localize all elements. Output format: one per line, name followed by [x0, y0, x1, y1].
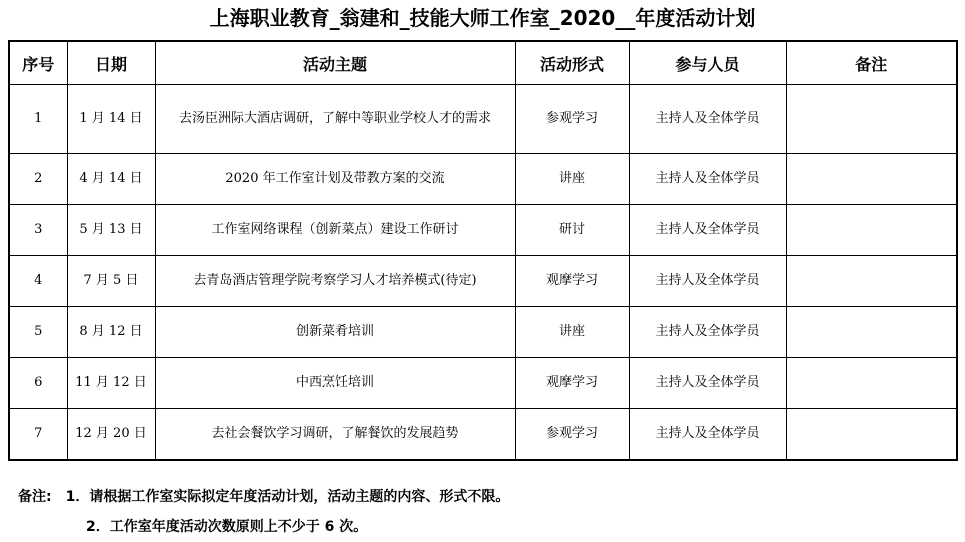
notes-section	[18, 482, 509, 542]
cell-form: 观摩学习	[515, 256, 629, 307]
cell-theme: 2020 年工作室计划及带教方案的交流	[155, 154, 515, 205]
cell-participants: 主持人及全体学员	[629, 409, 786, 461]
cell-remarks	[786, 358, 957, 409]
note-item-2: 2．工作室年度活动次数原则上不少于 6 次。	[86, 519, 368, 535]
cell-form: 讲座	[515, 154, 629, 205]
cell-index: 1	[9, 85, 67, 154]
table-header-row	[9, 41, 957, 85]
table-row	[9, 154, 957, 205]
table-row	[9, 85, 957, 154]
cell-theme: 去青岛酒店管理学院考察学习人才培养模式(待定)	[155, 256, 515, 307]
header-theme: 活动主题	[155, 41, 515, 85]
cell-form: 参观学习	[515, 409, 629, 461]
cell-participants: 主持人及全体学员	[629, 358, 786, 409]
cell-date: 12 月 20 日	[67, 409, 155, 461]
table-row	[9, 256, 957, 307]
header-form: 活动形式	[515, 41, 629, 85]
cell-participants: 主持人及全体学员	[629, 154, 786, 205]
note-item-1: 1．请根据工作室实际拟定年度活动计划，活动主题的内容、形式不限。	[65, 489, 510, 505]
notes-label: 备注:	[18, 489, 52, 505]
cell-form: 观摩学习	[515, 358, 629, 409]
cell-participants: 主持人及全体学员	[629, 85, 786, 154]
header-participants: 参与人员	[629, 41, 786, 85]
cell-date: 5 月 13 日	[67, 205, 155, 256]
cell-date: 8 月 12 日	[67, 307, 155, 358]
cell-index: 5	[9, 307, 67, 358]
header-date: 日期	[67, 41, 155, 85]
cell-date: 11 月 12 日	[67, 358, 155, 409]
cell-date: 7 月 5 日	[67, 256, 155, 307]
header-remarks: 备注	[786, 41, 957, 85]
document-title: 上海职业教育_翁建和_技能大师工作室_2020__年度活动计划	[209, 6, 756, 30]
cell-participants: 主持人及全体学员	[629, 256, 786, 307]
cell-remarks	[786, 256, 957, 307]
cell-theme: 创新菜肴培训	[155, 307, 515, 358]
note-line-2	[18, 512, 509, 542]
cell-index: 6	[9, 358, 67, 409]
table-row	[9, 205, 957, 256]
table-row	[9, 409, 957, 461]
table-row	[9, 307, 957, 358]
cell-participants: 主持人及全体学员	[629, 205, 786, 256]
cell-date: 1 月 14 日	[67, 85, 155, 154]
cell-form: 研讨	[515, 205, 629, 256]
note-line-1	[18, 482, 509, 512]
table-row	[9, 358, 957, 409]
cell-participants: 主持人及全体学员	[629, 307, 786, 358]
cell-theme: 去汤臣洲际大酒店调研，了解中等职业学校人才的需求	[155, 85, 515, 154]
cell-remarks	[786, 307, 957, 358]
cell-theme: 工作室网络课程（创新菜点）建设工作研讨	[155, 205, 515, 256]
cell-index: 3	[9, 205, 67, 256]
cell-remarks	[786, 154, 957, 205]
header-index: 序号	[9, 41, 67, 85]
cell-theme: 去社会餐饮学习调研，了解餐饮的发展趋势	[155, 409, 515, 461]
cell-theme: 中西烹饪培训	[155, 358, 515, 409]
cell-date: 4 月 14 日	[67, 154, 155, 205]
cell-index: 7	[9, 409, 67, 461]
cell-index: 4	[9, 256, 67, 307]
cell-form: 讲座	[515, 307, 629, 358]
cell-remarks	[786, 409, 957, 461]
cell-remarks	[786, 205, 957, 256]
cell-form: 参观学习	[515, 85, 629, 154]
cell-index: 2	[9, 154, 67, 205]
activity-plan-table	[8, 40, 958, 461]
cell-remarks	[786, 85, 957, 154]
